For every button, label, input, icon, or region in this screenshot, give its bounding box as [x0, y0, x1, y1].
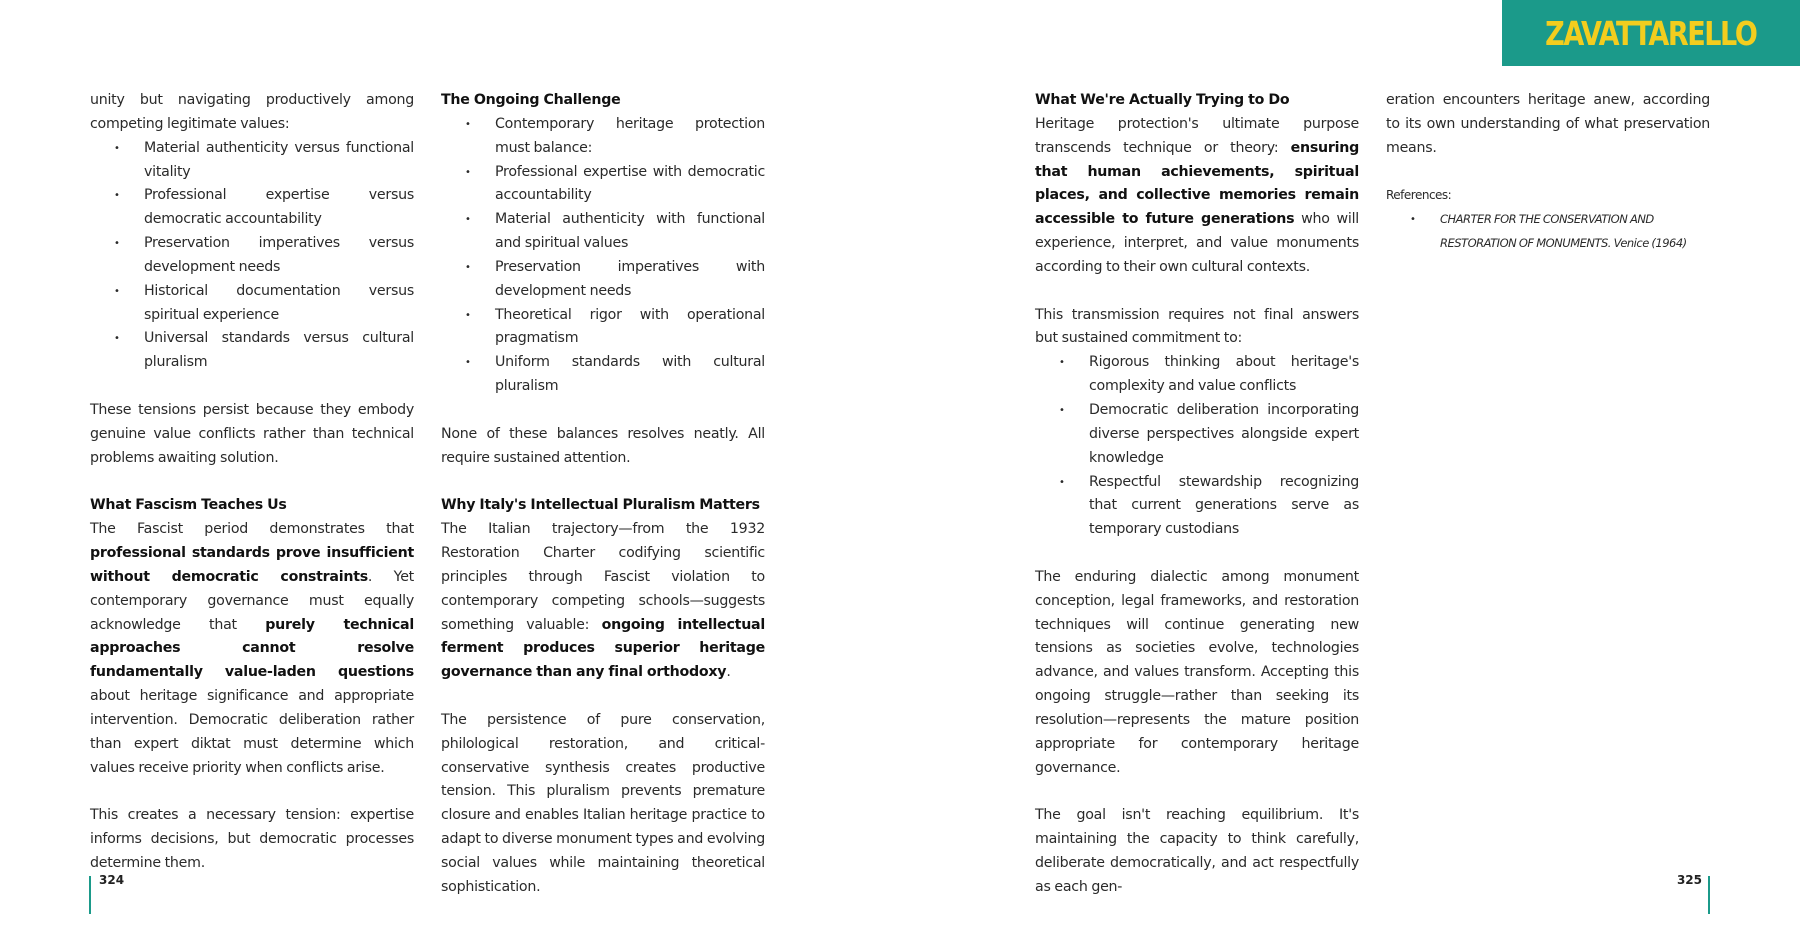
emphasis-text: professional standards prove insufficient without democratic constraints [90, 545, 414, 585]
list-item: • Theoretical rigor with operational pragmatism [441, 304, 765, 352]
folio-rule-right [1708, 876, 1710, 914]
text-run: The Italian trajectory—from the 1932 Restoration Charter codifying scientific principles through Fascist violation to contemporary competing schools—suggests something valuable: [441, 521, 765, 633]
list-item: • Contemporary heritage protection must balance: [441, 113, 765, 161]
goal-paragraph: The goal isn't reaching equilibrium. It's maintaining the capacity to think carefully, deliberate democratically, and act respectfully as each gen- [1035, 807, 1359, 895]
list-item: • Universal standards versus cultural pluralism [90, 327, 414, 375]
balances-paragraph: None of these balances resolves neatly. All require sustained attention. [441, 425, 765, 466]
folio-rule-left [89, 876, 91, 914]
dialectic-paragraph: The enduring dialectic among monument conception, legal frameworks, and restoration techniques will continue generating new tensions as societies evolve, technologies advance, and values transform. Accepting this ongoing struggle—rather than seeking its resolution—represents the mature position appropriate for contemporary heritage governance. [1035, 568, 1359, 776]
text-run: Heritage protection's ultimate purpose transcends technique or theory: [1035, 115, 1359, 156]
text-run: . Yet contemporary governance must equally acknowledge that [90, 568, 414, 633]
column-2 [441, 89, 765, 900]
references-section [1386, 184, 1710, 256]
continuation-paragraph: eration encounters heritage anew, according to its own understanding of what preservation means. [1386, 92, 1710, 156]
transmission-paragraph: This transmission requires not final answers but sustained commitment to: [1035, 306, 1359, 347]
list-item: • Respectful stewardship recognizing that current generations serve as temporary custodians [1035, 471, 1359, 543]
list-item: • Material authenticity versus functional vitality [90, 137, 414, 185]
persistence-paragraph: The persistence of pure conservation, philological restoration, and critical-conservative synthesis creates productive tension. This pluralism prevents premature closure and enables Italian heritage practice to adapt to diverse monument types and evolving social values while maintaining theoretical sophistication. [441, 711, 765, 895]
references-list [1386, 208, 1710, 256]
col1-tensions-paragraph: These tensions persist because they embody genuine value conflicts rather than technical problems awaiting solution. [90, 401, 414, 466]
col2-balance-list [441, 113, 765, 399]
emphasis-text: ongoing intellectual ferment produces superior heritage governance than any final orthodoxy [441, 616, 765, 681]
page-number-left: 324 [99, 873, 125, 887]
brand-name: ZAVATTARELLO [1545, 13, 1757, 53]
pluralism-paragraph [441, 518, 765, 685]
col1-tension-paragraph: This creates a necessary tension: expertise informs decisions, but democratic processes determine them. [90, 807, 414, 871]
references-label: References: [1386, 188, 1452, 203]
text-run: . [726, 664, 731, 681]
col1-tension-list [90, 137, 414, 375]
text-run: The Fascist period demonstrates that [90, 521, 414, 538]
trying-heading: What We're Actually Trying to Do [1035, 92, 1290, 108]
list-item: • Professional expertise versus democratic accountability [90, 184, 414, 232]
column-3 [1035, 89, 1359, 900]
page-number-right: 325 [1676, 873, 1702, 887]
brand-banner [1502, 0, 1800, 66]
list-item: • Material authenticity with functional and spiritual values [441, 208, 765, 256]
column-1 [90, 89, 414, 876]
col1-intro: unity but navigating productively among competing legitimate values: [90, 92, 414, 132]
list-item: • Preservation imperatives versus development needs [90, 232, 414, 280]
fascism-paragraph [90, 518, 414, 780]
list-item: • Historical documentation versus spiritual experience [90, 280, 414, 328]
column-4 [1386, 89, 1710, 256]
pluralism-heading: Why Italy's Intellectual Pluralism Matters [441, 497, 760, 514]
trying-paragraph [1035, 113, 1359, 280]
emphasis-text: ensuring that human achievements, spiritual places, and collective memories remain accessible to future generations [1035, 139, 1359, 228]
fascism-heading: What Fascism Teaches Us [90, 497, 287, 514]
text-run: who will experience, interpret, and value monuments according to their own cultural contexts. [1035, 211, 1359, 275]
list-item: • Professional expertise with democratic accountability [441, 161, 765, 209]
list-item: • Preservation imperatives with development needs [441, 256, 765, 304]
list-item: • Democratic deliberation incorporating diverse perspectives alongside expert knowledge [1035, 399, 1359, 471]
list-item: • Rigorous thinking about heritage's complexity and value conflicts [1035, 351, 1359, 399]
text-run: about heritage significance and appropriate intervention. Democratic deliberation rather than expert diktat must determine which values receive priority when conflicts arise. [90, 688, 414, 776]
list-item: • Uniform standards with cultural pluralism [441, 351, 765, 399]
challenge-heading: The Ongoing Challenge [441, 92, 621, 108]
col3-commitment-list [1035, 351, 1359, 542]
emphasis-text: purely technical approaches cannot resolve fundamentally value-laden questions [90, 616, 414, 681]
reference-item: • CHARTER FOR THE CONSERVATION AND RESTORATION OF MONUMENTS. Venice (1964) [1386, 208, 1710, 256]
